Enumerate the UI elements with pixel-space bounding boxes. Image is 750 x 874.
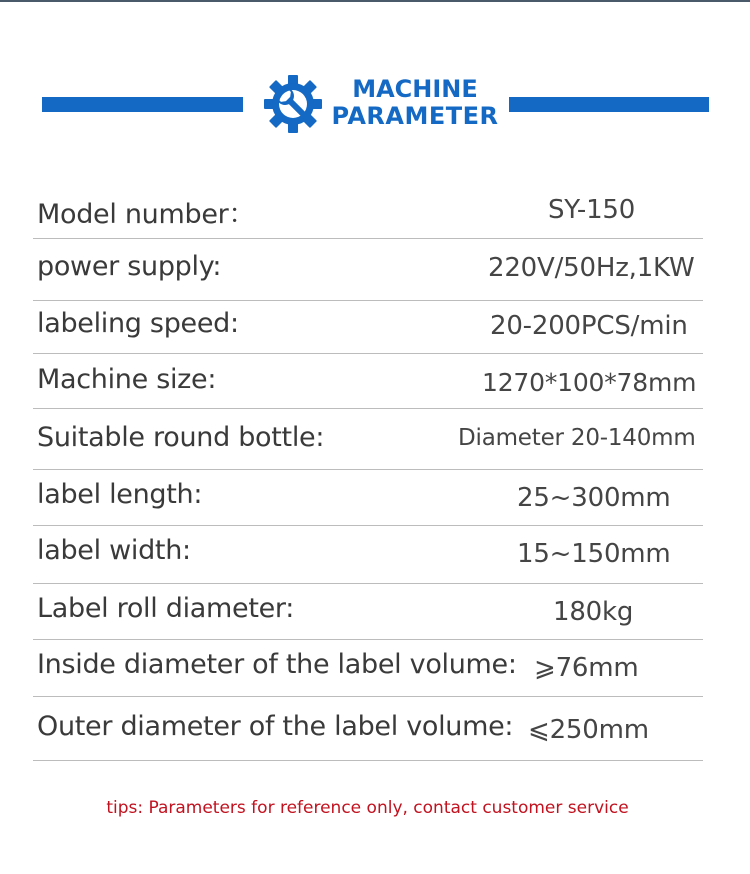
title-line-2: PARAMETER bbox=[331, 102, 499, 130]
spec-label: label length: bbox=[37, 479, 203, 510]
spec-value: 1270*100*78mm bbox=[482, 368, 697, 397]
spec-label: Model number： bbox=[37, 199, 256, 230]
spec-value: ⩽250mm bbox=[528, 715, 649, 745]
spec-row-inside-diameter bbox=[33, 640, 703, 697]
spec-value: SY-150 bbox=[548, 195, 636, 225]
header-bar-left bbox=[42, 97, 243, 112]
top-border bbox=[0, 0, 750, 2]
spec-row-roll-diameter bbox=[33, 584, 703, 640]
spec-row-outer-diameter bbox=[33, 697, 703, 761]
spec-value: 20-200PCS/min bbox=[490, 311, 688, 341]
section-title bbox=[330, 76, 500, 130]
spec-value: 220V/50Hz,1KW bbox=[488, 253, 695, 283]
spec-label: labeling speed: bbox=[37, 308, 239, 339]
spec-label: power supply: bbox=[37, 251, 222, 282]
section-header bbox=[0, 70, 750, 140]
spec-label: label width: bbox=[37, 535, 191, 566]
spec-label: Inside diameter of the label volume: bbox=[37, 649, 517, 680]
spec-row-bottle bbox=[33, 409, 703, 470]
tips-note: tips: Parameters for reference only, contact customer service bbox=[106, 798, 629, 818]
spec-row-label-width bbox=[33, 526, 703, 584]
spec-value: 15~150mm bbox=[517, 539, 671, 569]
spec-row-model bbox=[33, 182, 703, 239]
title-line-1: MACHINE bbox=[352, 75, 478, 103]
spec-value: Diameter 20-140mm bbox=[458, 425, 696, 451]
header-bar-right bbox=[509, 97, 709, 112]
spec-label: Label roll diameter: bbox=[37, 593, 295, 624]
spec-label: Suitable round bottle: bbox=[37, 422, 325, 453]
spec-value: 180kg bbox=[553, 597, 634, 627]
spec-row-label-length bbox=[33, 470, 703, 526]
gear-wrench-icon bbox=[262, 73, 324, 135]
spec-row-power bbox=[33, 239, 703, 301]
spec-row-speed bbox=[33, 301, 703, 354]
spec-label: Machine size: bbox=[37, 364, 217, 395]
spec-value: ⩾76mm bbox=[534, 653, 639, 683]
spec-row-size bbox=[33, 354, 703, 409]
spec-value: 25~300mm bbox=[517, 483, 671, 513]
spec-table bbox=[33, 182, 703, 761]
spec-label: Outer diameter of the label volume: bbox=[37, 711, 514, 742]
